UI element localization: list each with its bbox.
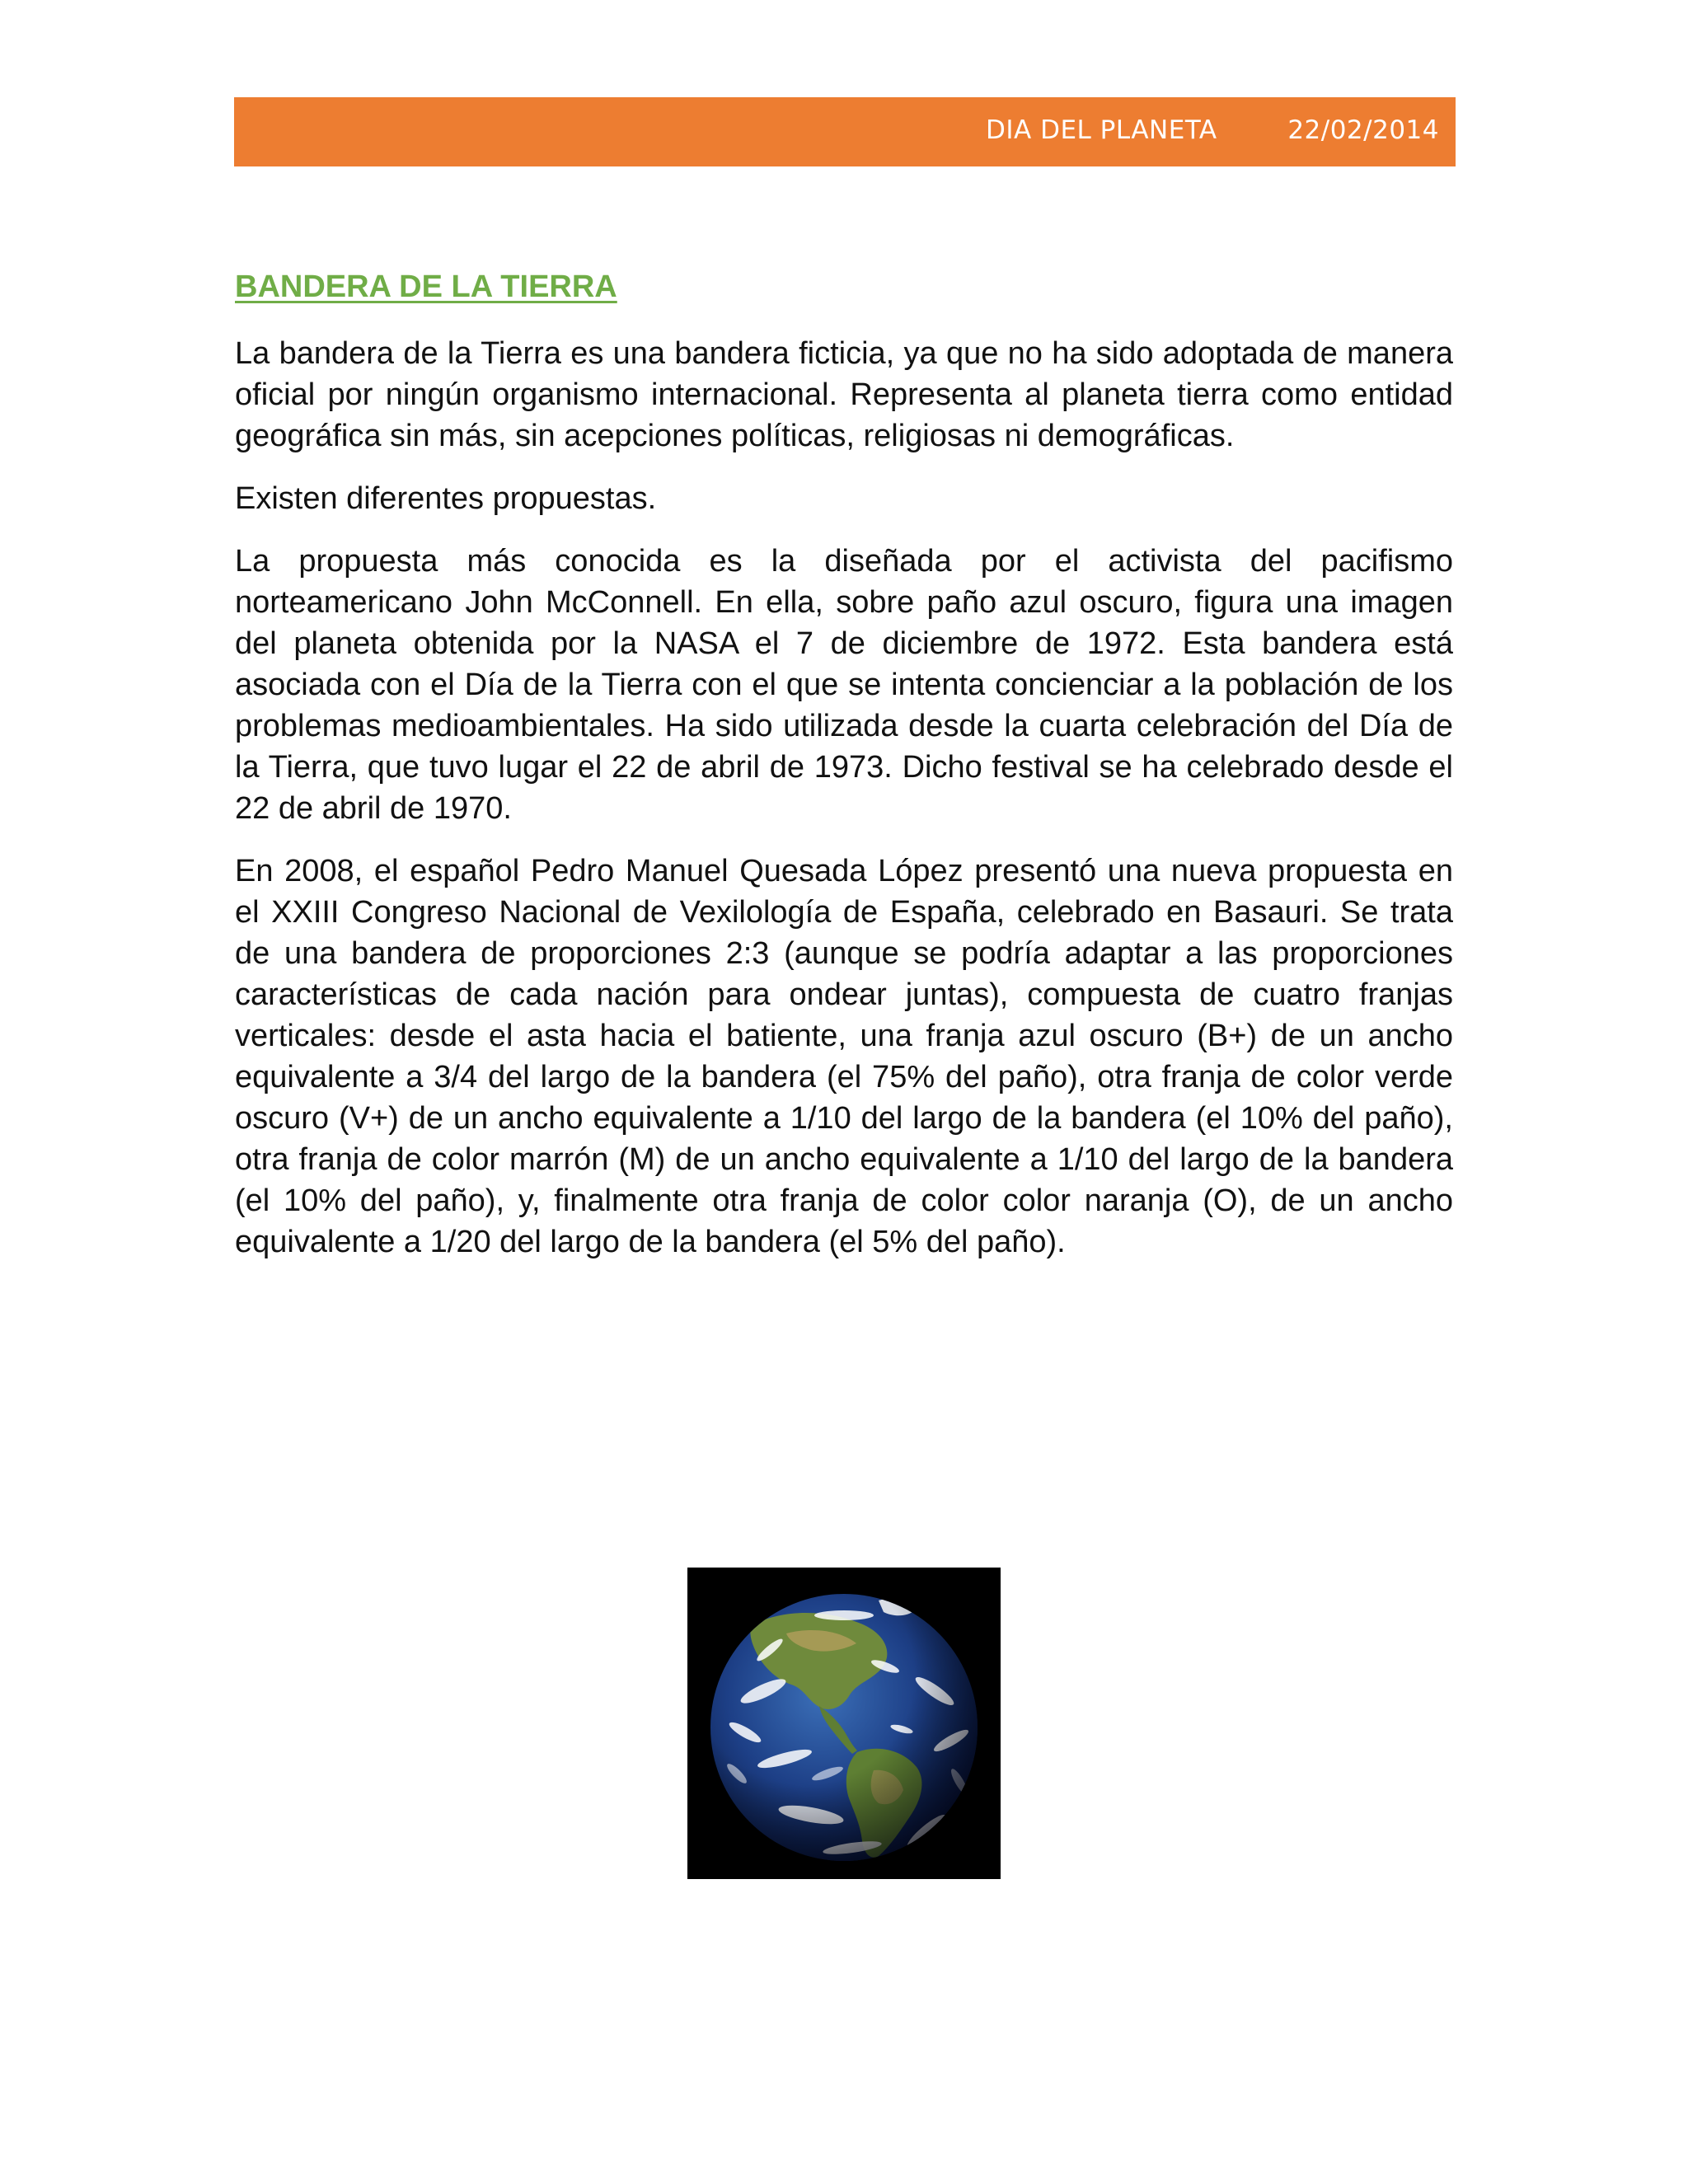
earth-icon xyxy=(687,1568,1001,1879)
page-header xyxy=(234,97,1456,166)
document-body xyxy=(235,262,1453,1284)
paragraph-quesada: En 2008, el español Pedro Manuel Quesada López presentó una nueva propuesta en el XXIII Congreso Nacional de Vexilología de España, celebrado en Basauri. Se trata de una bandera de proporciones 2:3 (aunque se podría adaptar a las proporciones características de cada nación para ondear juntas), compuesta de cuatro franjas verticales: desde el asta hacia el batiente, una franja azul oscuro (B+) de un ancho equivalente a 3/4 del largo de la bandera (el 75% del paño), otra franja de color verde oscuro (V+) de un ancho equivalente a 1/10 del largo de la bandera (el 10% del paño), otra franja de color marrón (M) de un ancho equivalente a 1/10 del largo de la bandera (el 10% del paño), y, finalmente otra franja de color color naranja (O), de un ancho equivalente a 1/20 del largo de la bandera (el 5% del paño). xyxy=(235,854,1453,1259)
header-date: 22/02/2014 xyxy=(1287,115,1439,145)
header-title: DIA DEL PLANETA xyxy=(986,115,1217,145)
paragraph-mcconnell: La propuesta más conocida es la diseñada por el activista del pacifismo norteamericano John McConnell. En ella, sobre paño azul oscuro, figura una imagen del planeta obtenida por la NASA el 7 de diciembre de 1972. Esta bandera está asociada con el Día de la Tierra con el que se intenta concienciar a la población de los problemas medioambientales. Ha sido utilizada desde la cuarta celebración del Día de la Tierra, que tuvo lugar el 22 de abril de 1973. Dicho festival se ha celebrado desde el 22 de abril de 1970. xyxy=(235,544,1453,826)
paragraph-proposals: Existen diferentes propuestas. xyxy=(235,481,657,516)
paragraph-intro: La bandera de la Tierra es una bandera ficticia, ya que no ha sido adoptada de manera oficial por ningún organismo internacional. Representa al planeta tierra como entidad geográfica sin más, sin acepciones políticas, religiosas ni demográficas. xyxy=(235,336,1453,453)
section-title: BANDERA DE LA TIERRA xyxy=(235,269,617,304)
earth-globe-image xyxy=(687,1568,1001,1879)
